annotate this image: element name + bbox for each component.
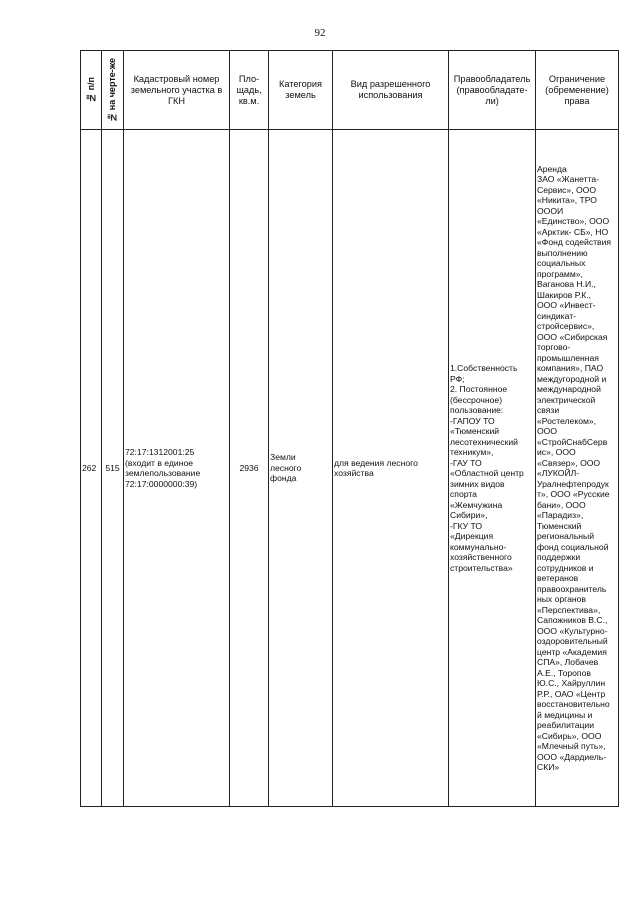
encumbrance-line: правоохранитель <box>537 583 607 594</box>
holder-line: зимних видов <box>450 478 505 489</box>
encumbrance-line: «ЛУКОЙЛ- <box>537 468 580 478</box>
encumbrance-line: междугородной и <box>537 373 607 384</box>
holder-line: Сибири», <box>450 510 488 520</box>
encumbrance-line: синдикат- <box>537 310 576 321</box>
encumbrance-line: ных органов <box>537 594 586 604</box>
encumbrance-line: бани», ООО <box>537 499 586 510</box>
encumbrance-line: «Связер», ООО <box>537 457 601 468</box>
cadastral-line: 72:17:0000000:39) <box>125 478 198 489</box>
encumbrance-line: «Фонд содействия <box>537 237 612 247</box>
encumbrance-line: й медицины и <box>537 709 593 720</box>
encumbrance-line: «СтройСнабСерв <box>537 436 608 447</box>
encumbrance-line: ветеранов <box>537 573 579 583</box>
cell-holder <box>449 130 536 807</box>
encumbrance-line: Ваганова Н.И., <box>537 279 596 289</box>
encumbrance-line: выполнению <box>537 247 588 258</box>
holder-line: «Жемчужина <box>450 499 503 510</box>
encumbrance-line: «Единство», ООО <box>537 216 610 226</box>
cell-encumbrance <box>536 130 619 807</box>
encumbrance-line: Р.Р., ОАО «Центр <box>537 688 606 699</box>
header-use: Вид разрешенного использования <box>333 51 449 130</box>
encumbrance-line: сотрудников и <box>537 562 594 573</box>
holder-line: спорта <box>450 489 477 499</box>
holder-line: лесотехнический <box>450 436 518 447</box>
header-encumbrance: Ограничение (обременение) права <box>536 51 619 130</box>
category-line: Земли <box>270 452 296 463</box>
holder-line: коммунально- <box>450 541 507 552</box>
header-cadastral: Кадастровый номер земельного участка в ГКН <box>124 51 230 130</box>
encumbrance-line: Шакиров Р.К., <box>537 289 592 300</box>
encumbrance-line: поддержки <box>537 552 581 562</box>
encumbrance-line: центр «Академия <box>537 646 607 657</box>
encumbrance-line: промышленная <box>537 352 599 363</box>
encumbrance-line: ОООИ <box>537 205 564 216</box>
land-registry-table <box>80 50 619 807</box>
encumbrance-line: Тюменский <box>537 520 582 531</box>
encumbrance-line: т», ООО «Русские <box>537 489 610 499</box>
cell-num: 262 <box>81 130 102 807</box>
encumbrance-line: «Сибирь», ООО <box>537 730 602 741</box>
header-drawing-num: № на черте-же <box>102 51 124 130</box>
cell-category <box>269 130 333 807</box>
encumbrance-line: «Никита», ТРО <box>537 195 597 205</box>
header-category: Категория земель <box>269 51 333 130</box>
encumbrance-line: социальных <box>537 258 586 268</box>
header-row <box>81 51 619 130</box>
category-line: лесного <box>270 462 302 473</box>
encumbrance-line: региональный <box>537 531 595 541</box>
cell-cadastral <box>124 130 230 807</box>
encumbrance-line: Ю.С., Хайруллин <box>537 678 606 688</box>
encumbrance-line: Аренда <box>537 163 567 174</box>
holder-line: 2. Постоянное <box>450 384 508 394</box>
holder-line: техникум», <box>450 447 494 457</box>
holder-lines <box>450 363 534 573</box>
encumbrance-line: восстановительно <box>537 699 610 709</box>
encumbrance-line: Уралнефтепродук <box>537 478 609 489</box>
use-line: для ведения лесного <box>334 457 418 468</box>
encumbrance-line: «Арктик- СБ», НО <box>537 226 609 237</box>
header-holder: Правообладатель (правообладате-ли) <box>449 51 536 130</box>
encumbrance-line: фонд социальной <box>537 541 609 552</box>
holder-line: строительства» <box>450 562 513 573</box>
encumbrance-line: связи <box>537 405 560 415</box>
cadastral-line: (входит в единое <box>125 457 194 468</box>
holder-line: «Дирекция <box>450 531 494 541</box>
encumbrance-lines <box>537 164 617 773</box>
holder-line: 1.Собственность <box>450 363 518 373</box>
header-num: № п/п <box>81 51 102 130</box>
encumbrance-line: компания», ПАО <box>537 363 604 373</box>
encumbrance-line: международной <box>537 384 601 394</box>
encumbrance-line: «Ростелеком», <box>537 415 597 426</box>
table-row <box>81 130 619 807</box>
category-line: фонда <box>270 473 297 484</box>
encumbrance-line: «Парадиз», <box>537 510 584 520</box>
encumbrance-line: СКИ» <box>537 762 560 772</box>
use-line: хозяйства <box>334 468 374 478</box>
encumbrance-line: программ», <box>537 268 583 279</box>
encumbrance-line: Сапожников В.С., <box>537 615 608 625</box>
encumbrance-line: ООО «Инвест- <box>537 300 596 310</box>
holder-line: РФ; <box>450 373 465 384</box>
cadastral-line: землепользование <box>125 468 201 478</box>
holder-line: хозяйственного <box>450 552 512 562</box>
encumbrance-line: ООО «Культурно- <box>537 625 608 636</box>
holder-line: (бессрочное) <box>450 394 503 405</box>
encumbrance-line: электрической <box>537 394 596 405</box>
encumbrance-line: ООО «Дардиель- <box>537 751 607 762</box>
encumbrance-line: ООО <box>537 426 558 436</box>
encumbrance-line: А.Е., Торопов <box>537 667 591 678</box>
cell-use <box>333 130 449 807</box>
cadastral-line: 72:17:1312001:25 <box>125 447 195 457</box>
encumbrance-line: оздоровительный <box>537 636 608 646</box>
holder-line: «Областной центр <box>450 468 524 478</box>
page-number: 92 <box>314 27 326 39</box>
cell-area: 2936 <box>230 130 269 807</box>
encumbrance-line: ЗАО «Жанетта- <box>537 174 600 184</box>
encumbrance-line: «Перспектива», <box>537 604 601 615</box>
holder-line: пользование: <box>450 405 504 415</box>
header-area: Пло-щадь, кв.м. <box>230 51 269 130</box>
encumbrance-line: реабилитации <box>537 720 595 730</box>
encumbrance-line: ООО «Сибирская <box>537 331 608 342</box>
encumbrance-line: СПА», Лобачев <box>537 657 599 667</box>
holder-line: -ГАПОУ ТО <box>450 415 495 426</box>
cell-drawing-num: 515 <box>102 130 124 807</box>
holder-line: -ГКУ ТО <box>450 520 483 531</box>
holder-line: -ГАУ ТО <box>450 457 482 468</box>
encumbrance-line: ис», ООО <box>537 447 576 457</box>
holder-line: «Тюменский <box>450 426 500 436</box>
encumbrance-line: «Млечный путь», <box>537 741 606 751</box>
encumbrance-line: торгово- <box>537 342 571 352</box>
encumbrance-line: стройсервис», <box>537 321 595 331</box>
encumbrance-line: Сервис», ООО <box>537 184 597 195</box>
